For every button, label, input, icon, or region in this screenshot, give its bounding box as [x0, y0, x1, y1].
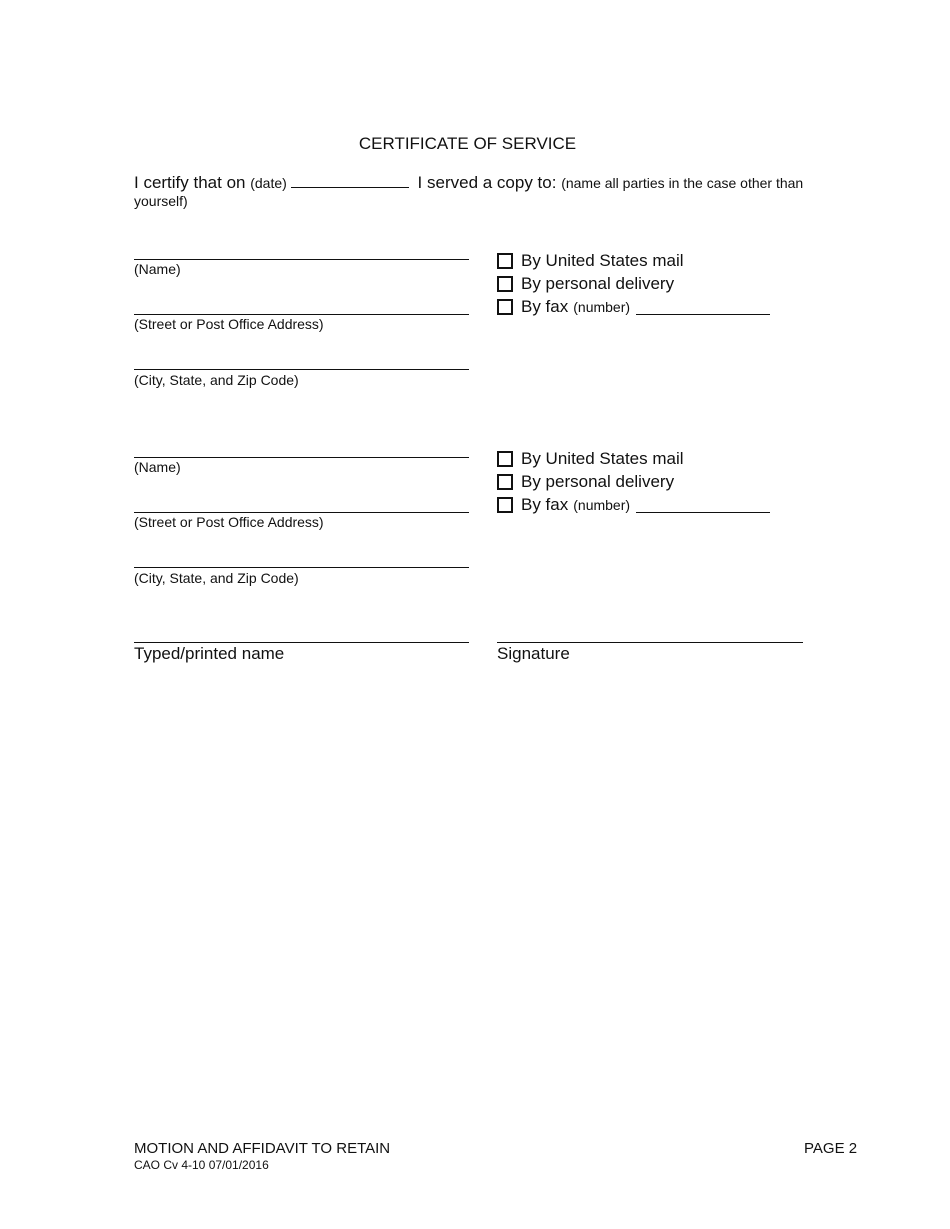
- certify-lead: I certify that on: [134, 173, 246, 192]
- typed-name-label: Typed/printed name: [134, 644, 285, 663]
- option-label: By fax: [521, 495, 569, 514]
- option-label: By United States mail: [521, 251, 684, 270]
- party1-fax-number-field[interactable]: [636, 300, 770, 315]
- checkbox-icon[interactable]: [497, 474, 513, 490]
- checkbox-icon[interactable]: [497, 451, 513, 467]
- footer-page-number: PAGE 2: [804, 1140, 858, 1157]
- fax-number-hint: (number): [573, 299, 631, 315]
- party2-city-line[interactable]: [134, 567, 469, 568]
- date-field[interactable]: [291, 175, 409, 188]
- party1-option-fax[interactable]: [497, 296, 770, 318]
- party2-name-caption: (Name): [134, 459, 181, 475]
- option-label: By fax: [521, 297, 569, 316]
- date-hint: (date): [250, 175, 287, 191]
- party2-street-line[interactable]: [134, 512, 469, 513]
- checkbox-icon[interactable]: [497, 299, 513, 315]
- party2-name-line[interactable]: [134, 457, 469, 458]
- served-text: I served a copy to:: [417, 173, 557, 192]
- parties-hint: (name all parties in the case other than yourself): [134, 175, 804, 209]
- option-label: By personal delivery: [521, 472, 675, 491]
- page-title: CERTIFICATE OF SERVICE: [358, 134, 577, 153]
- footer-form-title: MOTION AND AFFIDAVIT TO RETAIN: [134, 1140, 391, 1157]
- option-label: By personal delivery: [521, 274, 675, 293]
- signature-line[interactable]: [497, 642, 803, 643]
- fax-number-hint: (number): [573, 497, 631, 513]
- party1-option-personal[interactable]: [497, 273, 674, 295]
- party2-fax-number-field[interactable]: [636, 498, 770, 513]
- party2-street-caption: (Street or Post Office Address): [134, 514, 324, 530]
- checkbox-icon[interactable]: [497, 497, 513, 513]
- party1-street-line[interactable]: [134, 314, 469, 315]
- party1-city-line[interactable]: [134, 369, 469, 370]
- certify-statement: [134, 174, 824, 210]
- party2-city-caption: (City, State, and Zip Code): [134, 570, 299, 586]
- checkbox-icon[interactable]: [497, 276, 513, 292]
- checkbox-icon[interactable]: [497, 253, 513, 269]
- signature-label: Signature: [497, 644, 570, 663]
- party1-street-caption: (Street or Post Office Address): [134, 316, 324, 332]
- party1-option-mail[interactable]: [497, 250, 684, 272]
- typed-name-line[interactable]: [134, 642, 469, 643]
- party1-name-line[interactable]: [134, 259, 469, 260]
- footer-form-code: CAO Cv 4-10 07/01/2016: [134, 1158, 269, 1172]
- party2-option-personal[interactable]: [497, 471, 674, 493]
- party1-name-caption: (Name): [134, 261, 181, 277]
- party2-option-fax[interactable]: [497, 494, 770, 516]
- party2-option-mail[interactable]: [497, 448, 684, 470]
- option-label: By United States mail: [521, 449, 684, 468]
- party1-city-caption: (City, State, and Zip Code): [134, 372, 299, 388]
